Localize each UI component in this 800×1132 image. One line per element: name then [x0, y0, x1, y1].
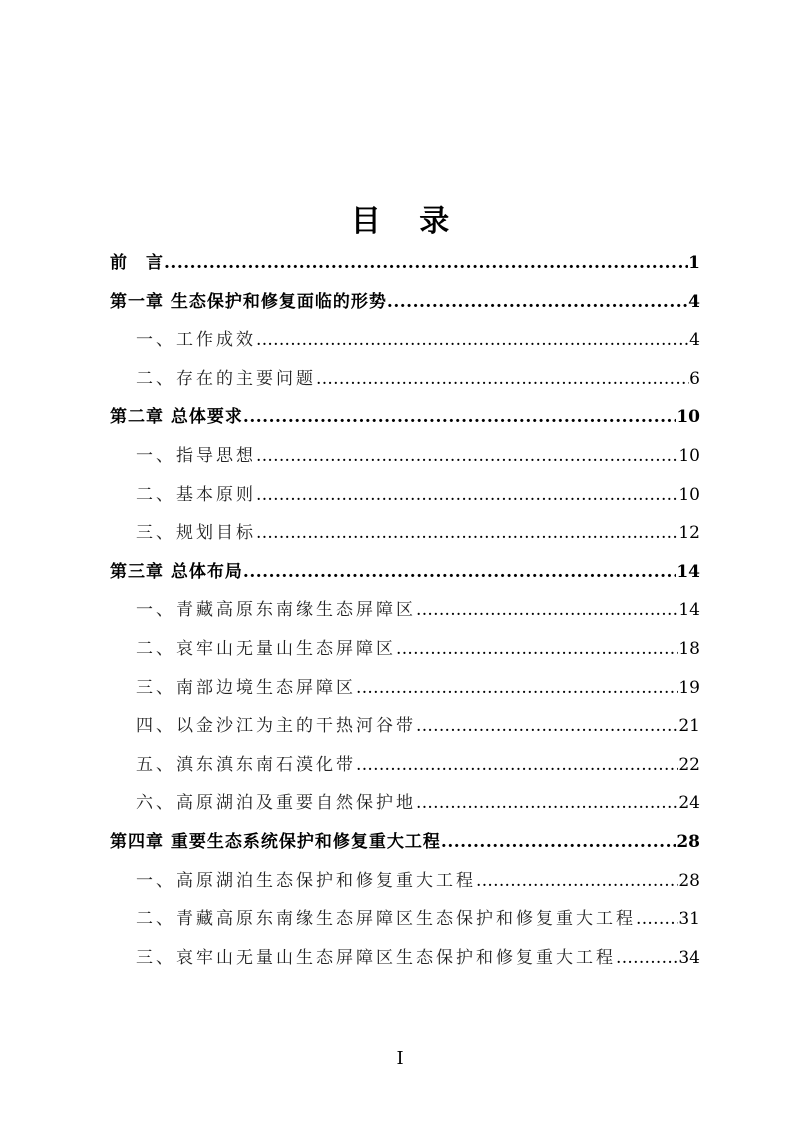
- toc-leader-dots: [243, 398, 676, 437]
- toc-leader-dots: [256, 321, 689, 360]
- toc-entry[interactable]: [110, 939, 700, 978]
- toc-entry[interactable]: [110, 476, 700, 515]
- toc-entry-label: 三、哀牢山无量山生态屏障区生态保护和修复重大工程: [136, 947, 616, 968]
- page-number: I: [396, 1048, 404, 1069]
- toc-entry-page: 12: [678, 523, 700, 544]
- toc-entry[interactable]: [110, 746, 700, 785]
- toc-entry-label: 一、工作成效: [136, 330, 256, 351]
- toc-entry[interactable]: [110, 244, 700, 283]
- toc-leader-dots: [256, 514, 678, 553]
- toc-entry-label: 二、青藏高原东南缘生态屏障区生态保护和修复重大工程: [136, 909, 636, 930]
- toc-leader-dots: [441, 823, 676, 862]
- toc-entry-page: 10: [678, 445, 700, 466]
- toc-entry-page: 34: [678, 947, 700, 968]
- toc-entry-label: 前 言: [110, 253, 164, 273]
- toc-leader-dots: [256, 437, 678, 476]
- toc-entry-page: 28: [676, 831, 700, 852]
- toc-entry-label: 一、青藏高原东南缘生态屏障区: [136, 600, 416, 621]
- toc-entry[interactable]: [110, 437, 700, 476]
- toc-entry-page: 31: [678, 909, 700, 930]
- toc-leader-dots: [164, 244, 688, 283]
- table-of-contents: [110, 244, 700, 977]
- toc-entry[interactable]: [110, 862, 700, 901]
- toc-leader-dots: [476, 862, 678, 901]
- toc-entry-label: 三、规划目标: [136, 523, 256, 544]
- toc-entry[interactable]: [110, 823, 700, 862]
- toc-entry-page: 4: [688, 291, 700, 312]
- toc-entry[interactable]: [110, 321, 700, 360]
- toc-leader-dots: [356, 669, 678, 708]
- toc-leader-dots: [636, 900, 678, 939]
- toc-leader-dots: [396, 630, 678, 669]
- toc-entry[interactable]: [110, 591, 700, 630]
- toc-entry-page: 10: [676, 407, 700, 428]
- toc-leader-dots: [416, 707, 678, 746]
- toc-entry-page: 1: [688, 253, 700, 273]
- toc-entry-label: 三、南部边境生态屏障区: [136, 677, 356, 698]
- toc-entry-label: 第二章 总体要求: [110, 407, 243, 428]
- toc-entry[interactable]: [110, 669, 700, 708]
- toc-entry-page: 10: [678, 484, 700, 505]
- toc-leader-dots: [387, 283, 688, 322]
- toc-entry[interactable]: [110, 553, 700, 592]
- toc-entry-label: 第四章 重要生态系统保护和修复重大工程: [110, 831, 441, 852]
- toc-entry-page: 6: [689, 368, 700, 389]
- toc-entry-label: 第一章 生态保护和修复面临的形势: [110, 291, 387, 312]
- toc-leader-dots: [243, 553, 676, 592]
- toc-entry-page: 21: [678, 716, 700, 737]
- toc-entry[interactable]: [110, 283, 700, 322]
- toc-entry-page: 18: [678, 638, 700, 659]
- toc-entry-page: 28: [678, 870, 700, 891]
- toc-entry[interactable]: [110, 398, 700, 437]
- toc-entry-page: 22: [678, 754, 700, 775]
- toc-entry-label: 一、指导思想: [136, 445, 256, 466]
- toc-entry-label: 二、哀牢山无量山生态屏障区: [136, 638, 396, 659]
- toc-entry[interactable]: [110, 360, 700, 399]
- page-title: 目 录: [350, 204, 464, 239]
- toc-entry-page: 19: [678, 677, 700, 698]
- toc-entry-label: 二、基本原则: [136, 484, 256, 505]
- toc-entry-label: 四、以金沙江为主的干热河谷带: [136, 716, 416, 737]
- toc-leader-dots: [616, 939, 678, 978]
- toc-leader-dots: [416, 784, 678, 823]
- toc-entry[interactable]: [110, 707, 700, 746]
- toc-entry-label: 一、高原湖泊生态保护和修复重大工程: [136, 870, 476, 891]
- toc-entry-page: 14: [678, 600, 700, 621]
- toc-entry-page: 4: [689, 330, 700, 351]
- toc-entry-page: 24: [678, 793, 700, 814]
- toc-entry-page: 14: [676, 561, 700, 582]
- toc-entry[interactable]: [110, 784, 700, 823]
- toc-entry-label: 第三章 总体布局: [110, 561, 243, 582]
- toc-leader-dots: [356, 746, 678, 785]
- toc-entry[interactable]: [110, 900, 700, 939]
- toc-entry-label: 五、滇东滇东南石漠化带: [136, 754, 356, 775]
- toc-entry[interactable]: [110, 630, 700, 669]
- toc-leader-dots: [416, 591, 678, 630]
- toc-leader-dots: [316, 360, 689, 399]
- toc-leader-dots: [256, 476, 678, 515]
- toc-entry[interactable]: [110, 514, 700, 553]
- toc-entry-label: 二、存在的主要问题: [136, 368, 316, 389]
- toc-entry-label: 六、高原湖泊及重要自然保护地: [136, 793, 416, 814]
